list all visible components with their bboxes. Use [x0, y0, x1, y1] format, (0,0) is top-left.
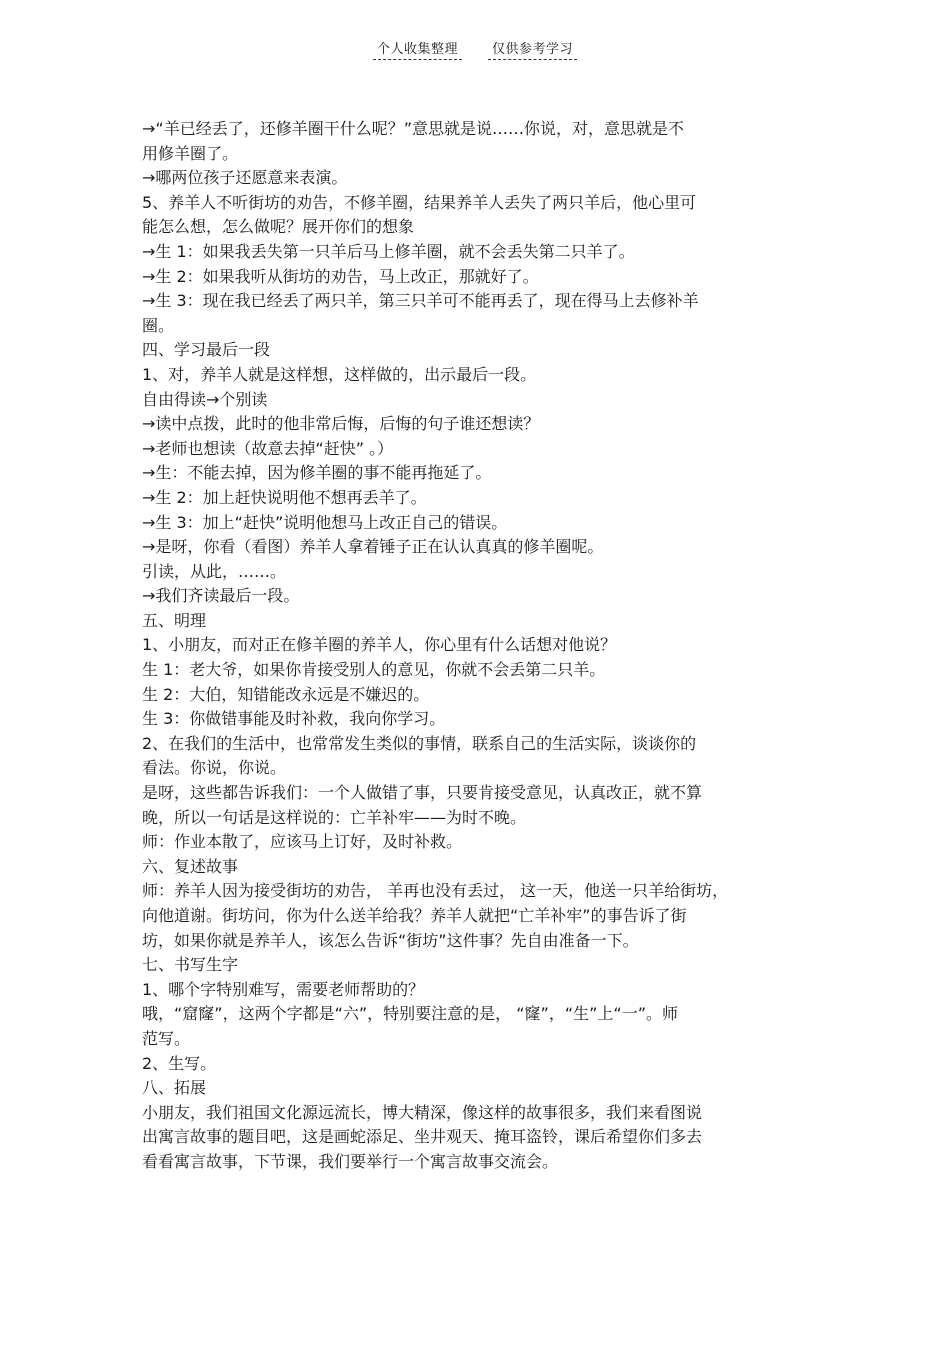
section-heading: 五、明理 [142, 610, 207, 630]
text-line: 看法。你说，你说。 [142, 758, 287, 778]
text-line: 生 3：你做错事能及时补救，我向你学习。 [142, 709, 446, 729]
header-left-text: 个人收集整理 [373, 38, 462, 60]
text-line: 哦，“窟窿”，这两个字都是“六”，特别要注意的是， “窿”，“生”上“一”。师 [142, 1004, 678, 1024]
text-line: 1、小朋友，而对正在修羊圈的养羊人，你心里有什么话想对他说？ [142, 635, 617, 655]
text-line: 1、哪个字特别难写，需要老师帮助的？ [142, 979, 425, 999]
text-line: →哪两位孩子还愿意来表演。 [142, 168, 348, 188]
text-line: 师：养羊人因为接受街坊的劝告， 羊再也没有丢过， 这一天，他送一只羊给街坊， [142, 881, 729, 901]
text-line: 能怎么想，怎么做呢？展开你们的想象 [142, 217, 415, 237]
section-heading: 六、复述故事 [142, 856, 239, 876]
text-line: 圈。 [142, 315, 175, 335]
text-line: 晚，所以一句话是这样说的：亡羊补牢——为时不晚。 [142, 807, 527, 827]
text-line: →我们齐读最后一段。 [142, 586, 300, 606]
header-right-text: 仅供参考学习 [488, 38, 577, 60]
text-line: →生 1：如果我丢失第一只羊后马上修羊圈，就不会丢失第二只羊了。 [142, 241, 635, 261]
text-line: 范写。 [142, 1028, 191, 1048]
text-line: 2、在我们的生活中，也常常发生类似的事情，联系自己的生活实际，谈谈你的 [142, 733, 697, 753]
text-line: 引读，从此，……。 [142, 561, 287, 581]
text-line: →生 3：加上“赶快”说明他想马上改正自己的错误。 [142, 512, 508, 532]
text-line: 1、对，养羊人就是这样想，这样做的，出示最后一段。 [142, 364, 537, 384]
text-line: 出寓言故事的题目吧，这是画蛇添足、坐井观天、掩耳盗铃，课后希望你们多去 [142, 1127, 703, 1147]
text-line: 向他道谢。街坊问，你为什么送羊给我？养羊人就把“亡羊补牢”的事告诉了街 [142, 906, 687, 925]
section-heading: 四、学习最后一段 [142, 340, 271, 360]
text-line: →读中点拨，此时的他非常后悔，后悔的句子谁还想读？ [142, 414, 540, 434]
text-line: →生：不能去掉，因为修羊圈的事不能再拖延了。 [142, 463, 492, 483]
text-line: 用修羊圈了。 [142, 143, 239, 163]
text-line: →老师也想读（故意去掉“赶快” 。） [142, 438, 394, 458]
text-line: 生 1：老大爷，如果你肯接受别人的意见，你就不会丢第二只羊。 [142, 660, 606, 680]
text-line: 坊，如果你就是养羊人，该怎么告诉“街坊”这件事？先自由准备一下。 [142, 930, 639, 950]
text-line: →生 2：加上赶快说明他不想再丢羊了。 [142, 487, 427, 507]
page-header [0, 38, 950, 60]
text-line: 是呀，这些都告诉我们：一个人做错了事，只要肯接受意见，认真改正，就不算 [142, 783, 703, 803]
text-line: →“羊已经丢了，还修羊圈干什么呢？”意思就是说……你说，对，意思就是不 [142, 119, 684, 138]
text-line: 5、养羊人不听街坊的劝告，不修羊圈，结果养羊人丢失了两只羊后，他心里可 [142, 192, 697, 212]
document-body [142, 117, 814, 1175]
text-line: 小朋友，我们祖国文化源远流长，博大精深，像这样的故事很多，我们来看图说 [142, 1102, 703, 1122]
text-line: 2、生写。 [142, 1053, 217, 1073]
text-line: →生 3：现在我已经丢了两只羊，第三只羊可不能再丢了，现在得马上去修补羊 [142, 291, 699, 311]
text-line: 自由得读→个别读 [142, 389, 268, 409]
text-line: →是呀，你看（看图）养羊人拿着锤子正在认认真真的修羊圈呢。 [142, 537, 604, 557]
text-line: 看看寓言故事，下节课，我们要举行一个寓言故事交流会。 [142, 1151, 559, 1171]
text-line: 生 2：大伯，知错能改永远是不嫌迟的。 [142, 684, 430, 704]
section-heading: 七、书写生字 [142, 955, 239, 975]
text-line: 师：作业本散了，应该马上订好，及时补救。 [142, 832, 463, 852]
section-heading: 八、拓展 [142, 1078, 207, 1098]
text-line: →生 2：如果我听从街坊的劝告，马上改正，那就好了。 [142, 266, 539, 286]
